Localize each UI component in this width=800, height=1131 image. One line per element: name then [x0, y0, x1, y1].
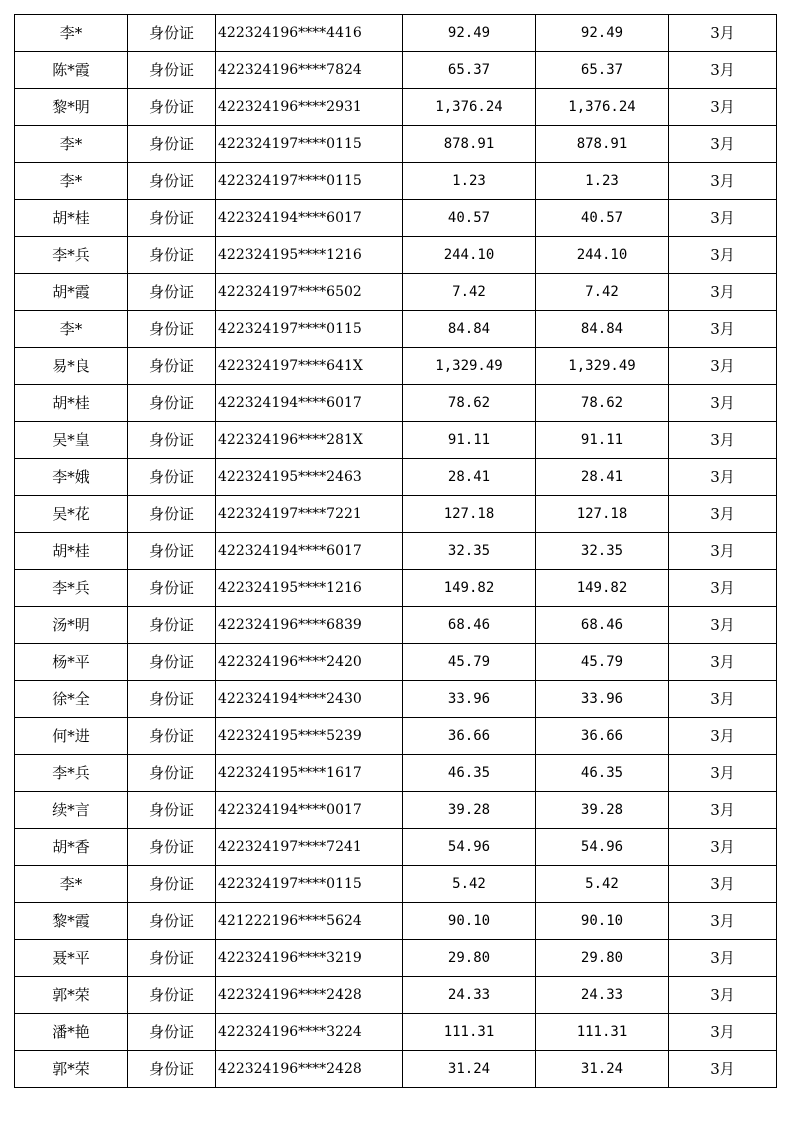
amount-cell: 65.37: [403, 52, 536, 89]
table-row: [15, 52, 777, 89]
id-type-cell: 身份证: [128, 940, 216, 977]
id-number-cell: 422324196****2420: [216, 644, 403, 681]
table-row: [15, 533, 777, 570]
id-number-cell: 422324194****6017: [216, 200, 403, 237]
table-row: [15, 644, 777, 681]
table-row: [15, 163, 777, 200]
month-cell: 3月: [669, 681, 777, 718]
table-row: [15, 15, 777, 52]
table-row: [15, 903, 777, 940]
paid-amount-cell: 1,329.49: [536, 348, 669, 385]
amount-cell: 90.10: [403, 903, 536, 940]
id-number-cell: 422324196****4416: [216, 15, 403, 52]
month-cell: 3月: [669, 903, 777, 940]
month-cell: 3月: [669, 644, 777, 681]
amount-cell: 91.11: [403, 422, 536, 459]
month-cell: 3月: [669, 866, 777, 903]
amount-cell: 5.42: [403, 866, 536, 903]
id-type-cell: 身份证: [128, 385, 216, 422]
id-type-cell: 身份证: [128, 829, 216, 866]
paid-amount-cell: 29.80: [536, 940, 669, 977]
table-row: [15, 866, 777, 903]
id-type-cell: 身份证: [128, 644, 216, 681]
month-cell: 3月: [669, 200, 777, 237]
name-cell: 胡*桂: [15, 533, 128, 570]
name-cell: 李*: [15, 126, 128, 163]
amount-cell: 29.80: [403, 940, 536, 977]
name-cell: 李*兵: [15, 755, 128, 792]
table-row: [15, 1051, 777, 1088]
name-cell: 郭*荣: [15, 977, 128, 1014]
name-cell: 杨*平: [15, 644, 128, 681]
amount-cell: 31.24: [403, 1051, 536, 1088]
id-number-cell: 422324197****0115: [216, 126, 403, 163]
id-type-cell: 身份证: [128, 459, 216, 496]
name-cell: 续*言: [15, 792, 128, 829]
table-row: [15, 829, 777, 866]
month-cell: 3月: [669, 385, 777, 422]
name-cell: 黎*霞: [15, 903, 128, 940]
table-row: [15, 681, 777, 718]
id-type-cell: 身份证: [128, 15, 216, 52]
amount-cell: 45.79: [403, 644, 536, 681]
id-type-cell: 身份证: [128, 163, 216, 200]
paid-amount-cell: 5.42: [536, 866, 669, 903]
id-number-cell: 422324196****2428: [216, 1051, 403, 1088]
id-type-cell: 身份证: [128, 496, 216, 533]
name-cell: 李*: [15, 866, 128, 903]
name-cell: 李*: [15, 311, 128, 348]
name-cell: 吴*花: [15, 496, 128, 533]
id-type-cell: 身份证: [128, 681, 216, 718]
amount-cell: 28.41: [403, 459, 536, 496]
amount-cell: 32.35: [403, 533, 536, 570]
amount-cell: 92.49: [403, 15, 536, 52]
id-number-cell: 422324195****5239: [216, 718, 403, 755]
table-row: [15, 274, 777, 311]
id-type-cell: 身份证: [128, 1014, 216, 1051]
name-cell: 吴*皇: [15, 422, 128, 459]
id-type-cell: 身份证: [128, 89, 216, 126]
id-number-cell: 422324197****0115: [216, 866, 403, 903]
id-type-cell: 身份证: [128, 533, 216, 570]
amount-cell: 33.96: [403, 681, 536, 718]
table-row: [15, 459, 777, 496]
month-cell: 3月: [669, 422, 777, 459]
amount-cell: 111.31: [403, 1014, 536, 1051]
id-number-cell: 422324197****641X: [216, 348, 403, 385]
name-cell: 李*兵: [15, 570, 128, 607]
paid-amount-cell: 65.37: [536, 52, 669, 89]
table-row: [15, 385, 777, 422]
paid-amount-cell: 68.46: [536, 607, 669, 644]
month-cell: 3月: [669, 126, 777, 163]
table-body: [15, 15, 777, 1088]
paid-amount-cell: 84.84: [536, 311, 669, 348]
id-type-cell: 身份证: [128, 755, 216, 792]
amount-cell: 40.57: [403, 200, 536, 237]
name-cell: 胡*香: [15, 829, 128, 866]
name-cell: 潘*艳: [15, 1014, 128, 1051]
id-type-cell: 身份证: [128, 570, 216, 607]
id-type-cell: 身份证: [128, 977, 216, 1014]
id-number-cell: 422324196****281X: [216, 422, 403, 459]
id-type-cell: 身份证: [128, 792, 216, 829]
paid-amount-cell: 149.82: [536, 570, 669, 607]
amount-cell: 1.23: [403, 163, 536, 200]
amount-cell: 127.18: [403, 496, 536, 533]
id-number-cell: 422324196****2428: [216, 977, 403, 1014]
month-cell: 3月: [669, 311, 777, 348]
table-row: [15, 311, 777, 348]
paid-amount-cell: 111.31: [536, 1014, 669, 1051]
id-type-cell: 身份证: [128, 274, 216, 311]
id-number-cell: 422324196****3219: [216, 940, 403, 977]
paid-amount-cell: 36.66: [536, 718, 669, 755]
amount-cell: 24.33: [403, 977, 536, 1014]
id-type-cell: 身份证: [128, 52, 216, 89]
month-cell: 3月: [669, 533, 777, 570]
id-type-cell: 身份证: [128, 200, 216, 237]
id-number-cell: 422324197****7221: [216, 496, 403, 533]
month-cell: 3月: [669, 718, 777, 755]
paid-amount-cell: 91.11: [536, 422, 669, 459]
table-row: [15, 755, 777, 792]
table-row: [15, 422, 777, 459]
id-number-cell: 422324196****3224: [216, 1014, 403, 1051]
table-row: [15, 977, 777, 1014]
table-row: [15, 89, 777, 126]
payment-table: [14, 14, 777, 1088]
paid-amount-cell: 92.49: [536, 15, 669, 52]
paid-amount-cell: 40.57: [536, 200, 669, 237]
id-type-cell: 身份证: [128, 348, 216, 385]
month-cell: 3月: [669, 940, 777, 977]
month-cell: 3月: [669, 163, 777, 200]
id-number-cell: 422324196****6839: [216, 607, 403, 644]
amount-cell: 54.96: [403, 829, 536, 866]
paid-amount-cell: 90.10: [536, 903, 669, 940]
name-cell: 李*: [15, 15, 128, 52]
paid-amount-cell: 39.28: [536, 792, 669, 829]
table-row: [15, 792, 777, 829]
name-cell: 黎*明: [15, 89, 128, 126]
id-number-cell: 422324195****1617: [216, 755, 403, 792]
name-cell: 汤*明: [15, 607, 128, 644]
id-type-cell: 身份证: [128, 718, 216, 755]
id-number-cell: 422324195****2463: [216, 459, 403, 496]
month-cell: 3月: [669, 459, 777, 496]
paid-amount-cell: 7.42: [536, 274, 669, 311]
id-type-cell: 身份证: [128, 903, 216, 940]
paid-amount-cell: 33.96: [536, 681, 669, 718]
id-type-cell: 身份证: [128, 422, 216, 459]
paid-amount-cell: 78.62: [536, 385, 669, 422]
id-type-cell: 身份证: [128, 311, 216, 348]
name-cell: 何*进: [15, 718, 128, 755]
month-cell: 3月: [669, 792, 777, 829]
amount-cell: 7.42: [403, 274, 536, 311]
paid-amount-cell: 54.96: [536, 829, 669, 866]
table-row: [15, 237, 777, 274]
name-cell: 郭*荣: [15, 1051, 128, 1088]
name-cell: 胡*霞: [15, 274, 128, 311]
id-number-cell: 422324194****2430: [216, 681, 403, 718]
name-cell: 李*娥: [15, 459, 128, 496]
id-number-cell: 422324194****0017: [216, 792, 403, 829]
month-cell: 3月: [669, 1051, 777, 1088]
amount-cell: 878.91: [403, 126, 536, 163]
name-cell: 李*兵: [15, 237, 128, 274]
name-cell: 易*良: [15, 348, 128, 385]
id-number-cell: 421222196****5624: [216, 903, 403, 940]
table-row: [15, 348, 777, 385]
paid-amount-cell: 46.35: [536, 755, 669, 792]
id-number-cell: 422324197****0115: [216, 163, 403, 200]
month-cell: 3月: [669, 977, 777, 1014]
paid-amount-cell: 1,376.24: [536, 89, 669, 126]
id-number-cell: 422324197****6502: [216, 274, 403, 311]
name-cell: 聂*平: [15, 940, 128, 977]
paid-amount-cell: 244.10: [536, 237, 669, 274]
amount-cell: 244.10: [403, 237, 536, 274]
paid-amount-cell: 1.23: [536, 163, 669, 200]
paid-amount-cell: 31.24: [536, 1051, 669, 1088]
table-row: [15, 718, 777, 755]
month-cell: 3月: [669, 237, 777, 274]
amount-cell: 1,376.24: [403, 89, 536, 126]
name-cell: 胡*桂: [15, 385, 128, 422]
amount-cell: 149.82: [403, 570, 536, 607]
month-cell: 3月: [669, 348, 777, 385]
month-cell: 3月: [669, 829, 777, 866]
month-cell: 3月: [669, 570, 777, 607]
month-cell: 3月: [669, 15, 777, 52]
month-cell: 3月: [669, 496, 777, 533]
month-cell: 3月: [669, 607, 777, 644]
month-cell: 3月: [669, 755, 777, 792]
name-cell: 胡*桂: [15, 200, 128, 237]
amount-cell: 39.28: [403, 792, 536, 829]
amount-cell: 78.62: [403, 385, 536, 422]
name-cell: 徐*全: [15, 681, 128, 718]
id-number-cell: 422324195****1216: [216, 570, 403, 607]
id-number-cell: 422324195****1216: [216, 237, 403, 274]
id-number-cell: 422324194****6017: [216, 533, 403, 570]
amount-cell: 84.84: [403, 311, 536, 348]
id-number-cell: 422324197****7241: [216, 829, 403, 866]
month-cell: 3月: [669, 89, 777, 126]
table-row: [15, 607, 777, 644]
paid-amount-cell: 28.41: [536, 459, 669, 496]
id-type-cell: 身份证: [128, 237, 216, 274]
id-number-cell: 422324196****7824: [216, 52, 403, 89]
id-number-cell: 422324194****6017: [216, 385, 403, 422]
table-row: [15, 126, 777, 163]
id-number-cell: 422324197****0115: [216, 311, 403, 348]
id-type-cell: 身份证: [128, 866, 216, 903]
id-type-cell: 身份证: [128, 607, 216, 644]
id-number-cell: 422324196****2931: [216, 89, 403, 126]
paid-amount-cell: 878.91: [536, 126, 669, 163]
table-row: [15, 940, 777, 977]
table-row: [15, 200, 777, 237]
month-cell: 3月: [669, 52, 777, 89]
table-row: [15, 570, 777, 607]
table-row: [15, 1014, 777, 1051]
id-type-cell: 身份证: [128, 126, 216, 163]
name-cell: 陈*霞: [15, 52, 128, 89]
id-type-cell: 身份证: [128, 1051, 216, 1088]
name-cell: 李*: [15, 163, 128, 200]
table-row: [15, 496, 777, 533]
paid-amount-cell: 127.18: [536, 496, 669, 533]
amount-cell: 1,329.49: [403, 348, 536, 385]
amount-cell: 46.35: [403, 755, 536, 792]
paid-amount-cell: 45.79: [536, 644, 669, 681]
paid-amount-cell: 24.33: [536, 977, 669, 1014]
amount-cell: 68.46: [403, 607, 536, 644]
paid-amount-cell: 32.35: [536, 533, 669, 570]
month-cell: 3月: [669, 274, 777, 311]
amount-cell: 36.66: [403, 718, 536, 755]
month-cell: 3月: [669, 1014, 777, 1051]
